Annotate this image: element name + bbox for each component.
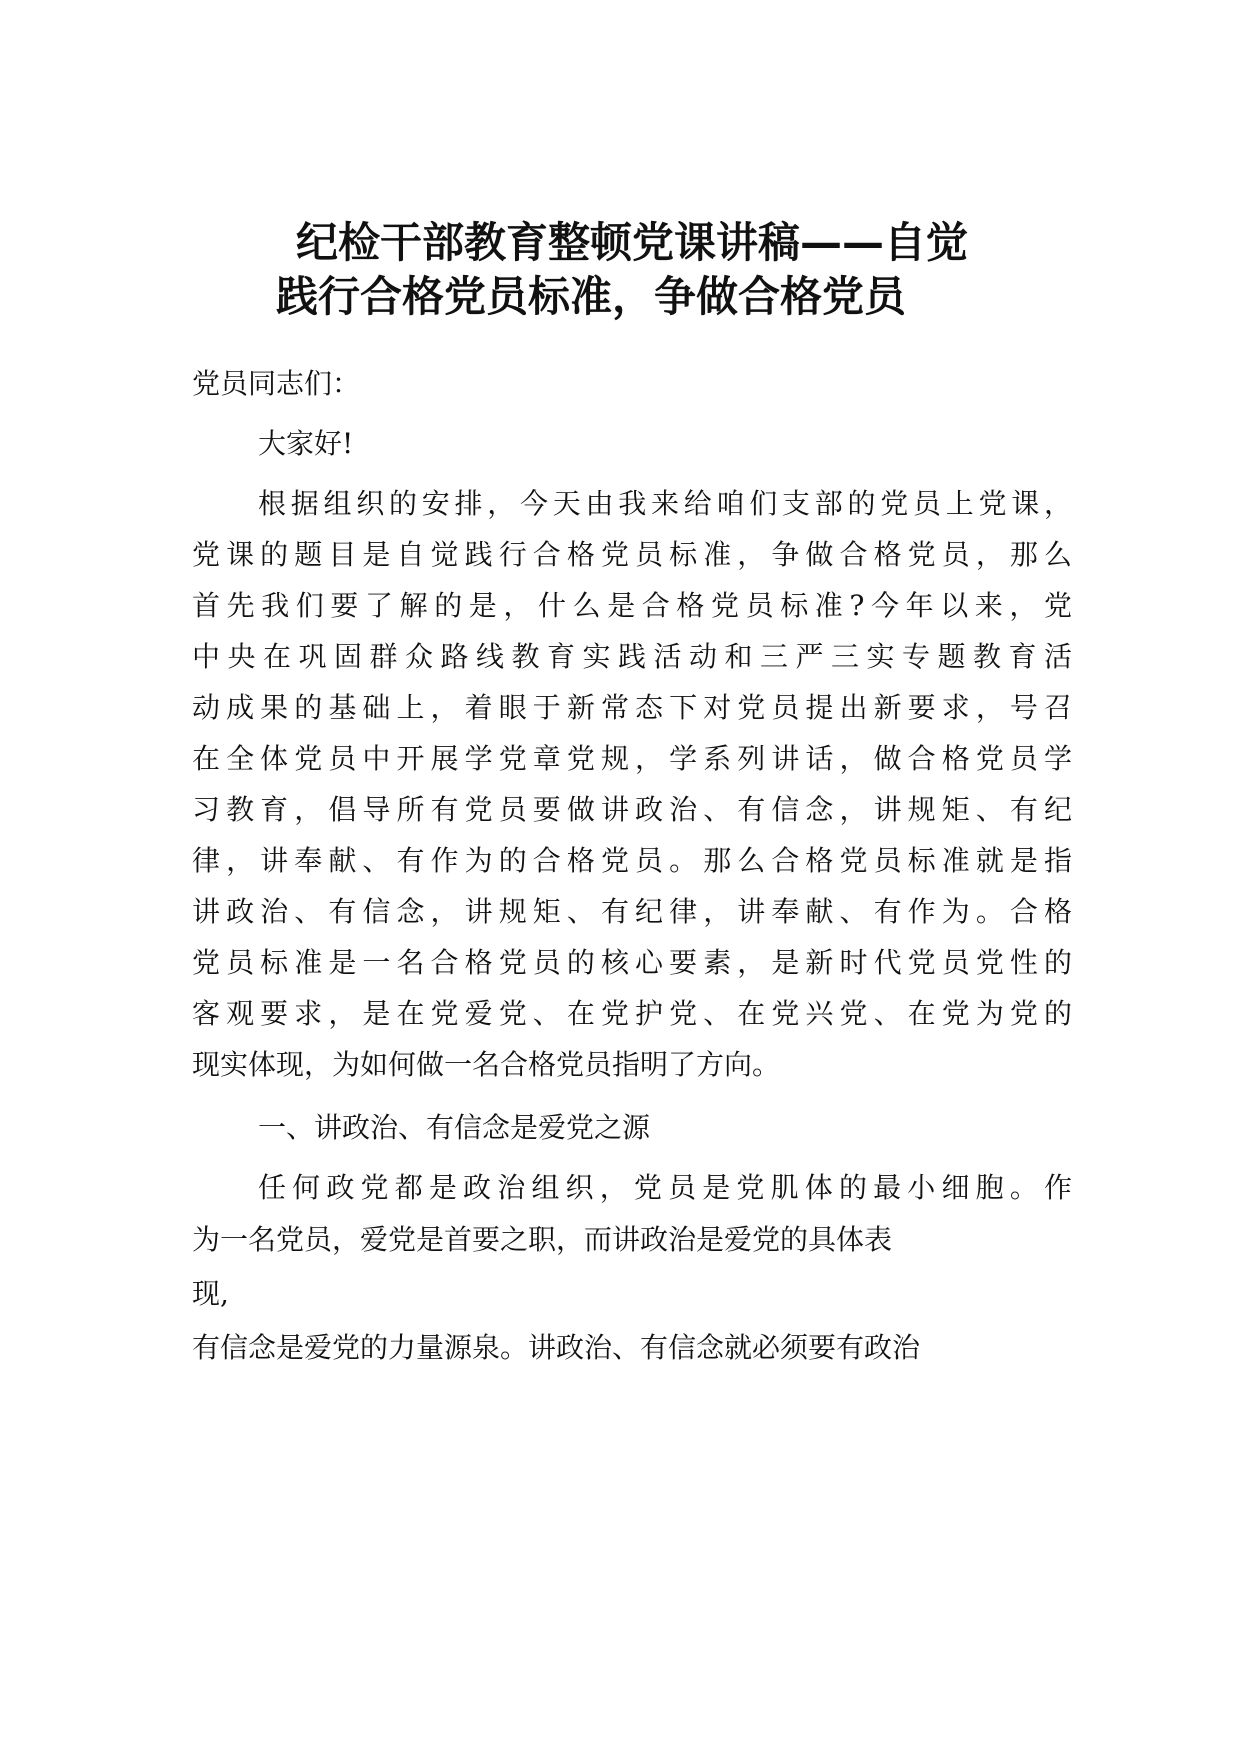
paragraph-2-line: 为一名党员，爱党是首要之职，而讲政治是爱党的具体表 — [192, 1223, 893, 1256]
paragraph-2-line: 有信念是爱党的力量源泉。讲政治、有信念就必须要有政治 — [192, 1331, 921, 1364]
paragraph-1-line: 党课的题目是自觉践行合格党员标准，争做合格党员，那么 — [192, 538, 1072, 571]
paragraph-1-line: 党员标准是一名合格党员的核心要素，是新时代党员党性的 — [192, 946, 1072, 979]
paragraph-2-line: 现, — [192, 1277, 229, 1310]
paragraph-2-line: 任何政党都是政治组织，党员是党肌体的最小细胞。作 — [258, 1171, 1072, 1204]
salutation: 党员同志们： — [192, 367, 361, 400]
paragraph-1-line: 现实体现，为如何做一名合格党员指明了方向。 — [192, 1048, 781, 1081]
greeting: 大家好! — [258, 427, 354, 460]
paragraph-1-line: 客观要求，是在党爱党、在党护党、在党兴党、在党为党的 — [192, 997, 1072, 1030]
paragraph-1-line: 习教育，倡导所有党员要做讲政治、有信念，讲规矩、有纪 — [192, 793, 1072, 826]
paragraph-1-line: 中央在巩固群众路线教育实践活动和三严三实专题教育活 — [192, 640, 1072, 673]
paragraph-1-line: 在全体党员中开展学党章党规，学系列讲话，做合格党员学 — [192, 742, 1072, 775]
section-heading: 一、讲政治、有信念是爱党之源 — [258, 1111, 651, 1144]
paragraph-1-line: 首先我们要了解的是，什么是合格党员标准?今年以来，党 — [192, 589, 1072, 622]
document-title-line-1: 纪检干部教育整顿党课讲稿——自觉 — [296, 218, 969, 267]
paragraph-1-line: 讲政治、有信念，讲规矩、有纪律，讲奉献、有作为。合格 — [192, 895, 1072, 928]
paragraph-1-line: 动成果的基础上，着眼于新常态下对党员提出新要求，号召 — [192, 691, 1072, 724]
paragraph-1-line: 根据组织的安排，今天由我来给咱们支部的党员上党课， — [258, 487, 1072, 520]
paragraph-1-line: 律，讲奉献、有作为的合格党员。那么合格党员标准就是指 — [192, 844, 1072, 877]
document-title-line-2: 践行合格党员标准，争做合格党员 — [276, 272, 907, 321]
